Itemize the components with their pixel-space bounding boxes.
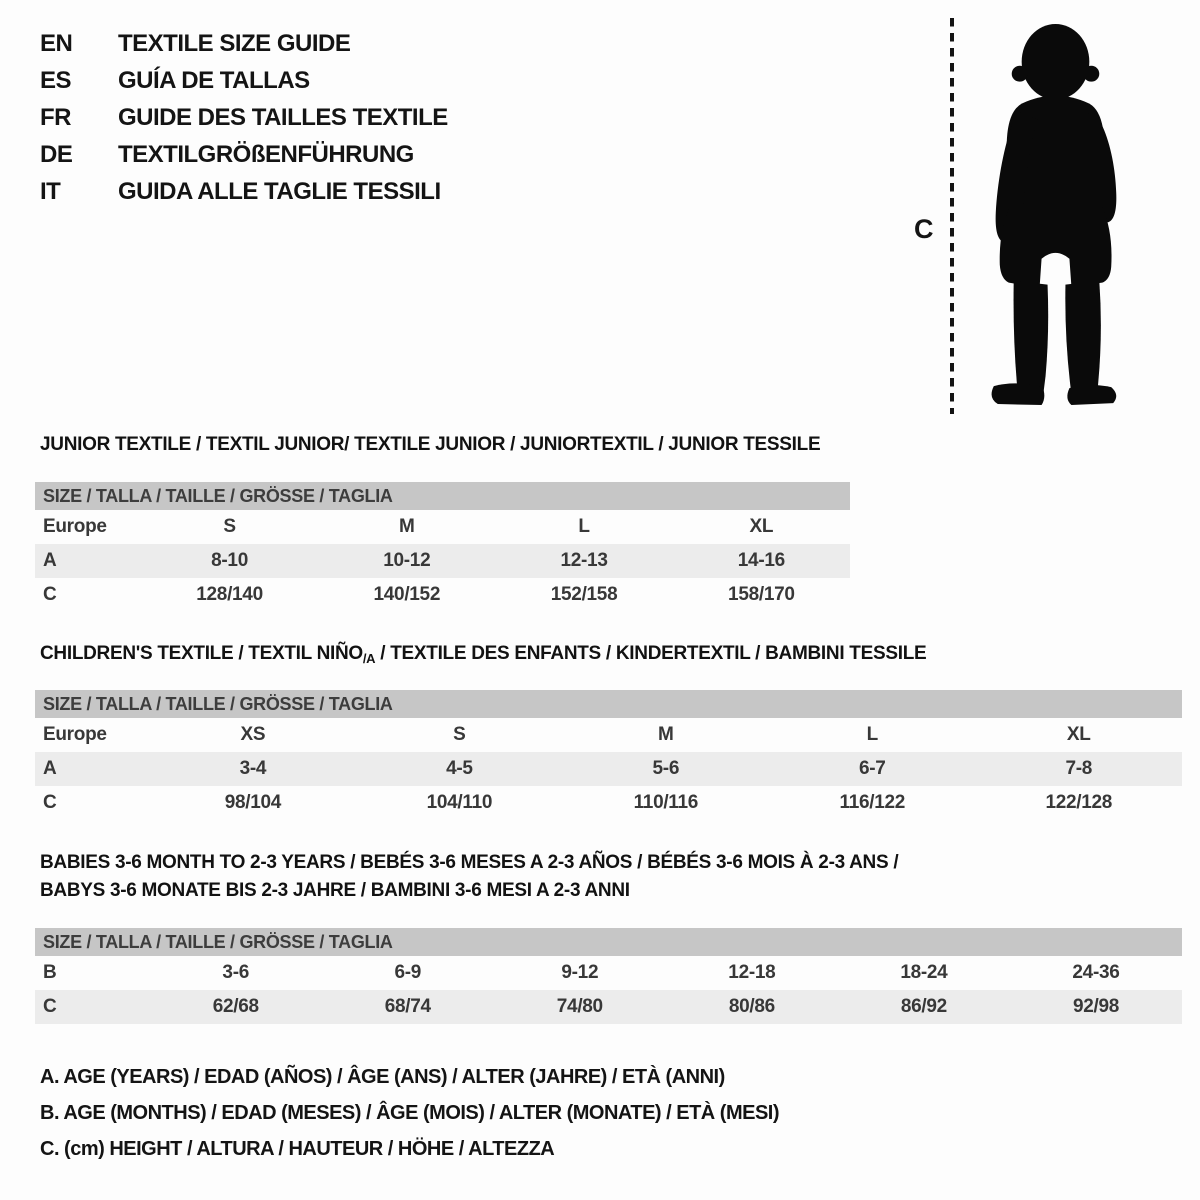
size-value-cell: S — [223, 516, 236, 537]
size-value-cell: 9-12 — [561, 962, 599, 983]
table-row — [35, 786, 1182, 820]
language-row — [40, 30, 448, 67]
size-value-cell: L — [866, 724, 878, 745]
size-value-cell: 68/74 — [322, 990, 494, 1024]
legend-line-a: A. AGE (YEARS) / EDAD (AÑOS) / ÂGE (ANS) / ALTER (JAHRE) / ETÀ (ANNI) — [40, 1066, 725, 1088]
size-value-cell: 24-36 — [1072, 962, 1120, 983]
size-value-cell: 18-24 — [900, 962, 948, 983]
height-measure-label: C — [914, 214, 934, 244]
language-code: ES — [40, 67, 72, 94]
size-value-cell: 92/98 — [1010, 990, 1182, 1024]
size-table-header: SIZE / TALLA / TAILLE / GRÖSSE / TAGLIA — [35, 690, 1182, 718]
size-value-cell: 80/86 — [666, 990, 838, 1024]
size-value-cell: 6-7 — [769, 752, 975, 786]
language-row — [40, 104, 448, 141]
size-value-cell: XL — [749, 516, 774, 537]
size-value-cell: 74/80 — [494, 990, 666, 1024]
table-row — [35, 718, 1182, 752]
size-value-cell: S — [453, 724, 466, 745]
babies-section-title — [40, 849, 1000, 905]
language-label: GUIDE DES TAILLES TEXTILE — [118, 104, 448, 131]
size-value-cell: 8-10 — [141, 544, 318, 578]
legend-line-c: C. (cm) HEIGHT / ALTURA / HAUTEUR / HÖHE / ALTEZZA — [40, 1138, 555, 1160]
table-row — [35, 510, 850, 544]
toddler-silhouette-icon — [964, 18, 1146, 416]
children-title-subscript: /A — [362, 651, 376, 666]
language-label: TEXTILE SIZE GUIDE — [118, 30, 351, 57]
size-value-cell: 14-16 — [673, 544, 850, 578]
language-label: TEXTILGRÖßENFÜHRUNG — [118, 141, 414, 168]
size-value-cell: 4-5 — [356, 752, 562, 786]
size-value-cell: 86/92 — [838, 990, 1010, 1024]
size-value-cell: 10-12 — [318, 544, 495, 578]
legend-line-b: B. AGE (MONTHS) / EDAD (MESES) / ÂGE (MOIS) / ALTER (MONATE) / ETÀ (MESI) — [40, 1102, 780, 1124]
size-value-cell: 116/122 — [839, 792, 906, 813]
babies-title-line1: BABIES 3-6 MONTH TO 2-3 YEARS / BEBÉS 3-6 MESES A 2-3 AÑOS / BÉBÉS 3-6 MOIS À 2-3 ANS / — [40, 852, 899, 873]
size-value-cell: 12-13 — [495, 544, 672, 578]
row-label-cell: A — [35, 752, 150, 786]
size-value-cell: 98/104 — [224, 792, 282, 813]
table-row — [35, 578, 850, 612]
size-value-cell: M — [658, 724, 674, 745]
size-value-cell: XL — [1066, 724, 1091, 745]
children-title-text: CHILDREN'S TEXTILE / TEXTIL NIÑO — [40, 643, 363, 664]
size-value-cell: 122/128 — [1045, 792, 1113, 813]
size-value-cell: 7-8 — [976, 752, 1183, 786]
size-value-cell: 104/110 — [426, 792, 493, 813]
language-code: IT — [40, 178, 61, 205]
language-label: GUÍA DE TALLAS — [118, 67, 310, 94]
size-table-header-row — [35, 690, 1182, 718]
size-value-cell: XS — [240, 724, 266, 745]
row-label-cell: C — [43, 792, 57, 813]
height-figure — [898, 12, 1158, 420]
size-value-cell: 62/68 — [150, 990, 322, 1024]
language-code: DE — [40, 141, 73, 168]
children-section-title — [40, 643, 926, 666]
size-value-cell: 5-6 — [563, 752, 769, 786]
size-table-header: SIZE / TALLA / TAILLE / GRÖSSE / TAGLIA — [35, 928, 1182, 956]
size-value-cell: 3-6 — [222, 962, 249, 983]
table-row — [35, 956, 1182, 990]
size-value-cell: L — [578, 516, 590, 537]
junior-section-title: JUNIOR TEXTILE / TEXTIL JUNIOR/ TEXTILE JUNIOR / JUNIORTEXTIL / JUNIOR TESSILE — [40, 434, 821, 455]
size-value-cell: 140/152 — [373, 584, 441, 605]
size-table-header-row — [35, 482, 850, 510]
size-value-cell: 158/170 — [728, 584, 795, 605]
language-header — [40, 30, 448, 215]
row-label-cell: B — [43, 962, 57, 983]
size-value-cell: 3-4 — [150, 752, 356, 786]
legend — [40, 1066, 779, 1174]
babies-title-line2: BABYS 3-6 MONATE BIS 2-3 JAHRE / BAMBINI 3-6 MESI A 2-3 ANNI — [40, 880, 630, 901]
language-row — [40, 178, 448, 215]
size-value-cell: 152/158 — [550, 584, 618, 605]
size-value-cell: 128/140 — [196, 584, 263, 605]
size-table-header-row — [35, 928, 1182, 956]
row-label-cell: Europe — [43, 724, 107, 745]
language-code: EN — [40, 30, 73, 57]
table-row — [35, 544, 850, 578]
size-table-header: SIZE / TALLA / TAILLE / GRÖSSE / TAGLIA — [35, 482, 850, 510]
children-size-table — [35, 690, 1182, 820]
row-label-cell: A — [35, 544, 141, 578]
language-label: GUIDA ALLE TAGLIE TESSILI — [118, 178, 441, 205]
size-value-cell: 110/116 — [633, 792, 699, 813]
babies-size-table — [35, 928, 1182, 1024]
size-value-cell: 6-9 — [394, 962, 422, 983]
language-code: FR — [40, 104, 71, 131]
language-row — [40, 67, 448, 104]
row-label-cell: C — [35, 990, 150, 1024]
language-row — [40, 141, 448, 178]
table-row — [35, 990, 1182, 1024]
junior-size-table — [35, 482, 850, 612]
size-value-cell: 12-18 — [728, 962, 776, 983]
size-value-cell: M — [399, 516, 415, 537]
table-row — [35, 752, 1182, 786]
row-label-cell: Europe — [43, 516, 107, 537]
height-measure-line-icon — [948, 16, 956, 416]
children-title-text: / TEXTILE DES ENFANTS / KINDERTEXTIL / BAMBINI TESSILE — [375, 643, 927, 664]
row-label-cell: C — [43, 584, 57, 605]
